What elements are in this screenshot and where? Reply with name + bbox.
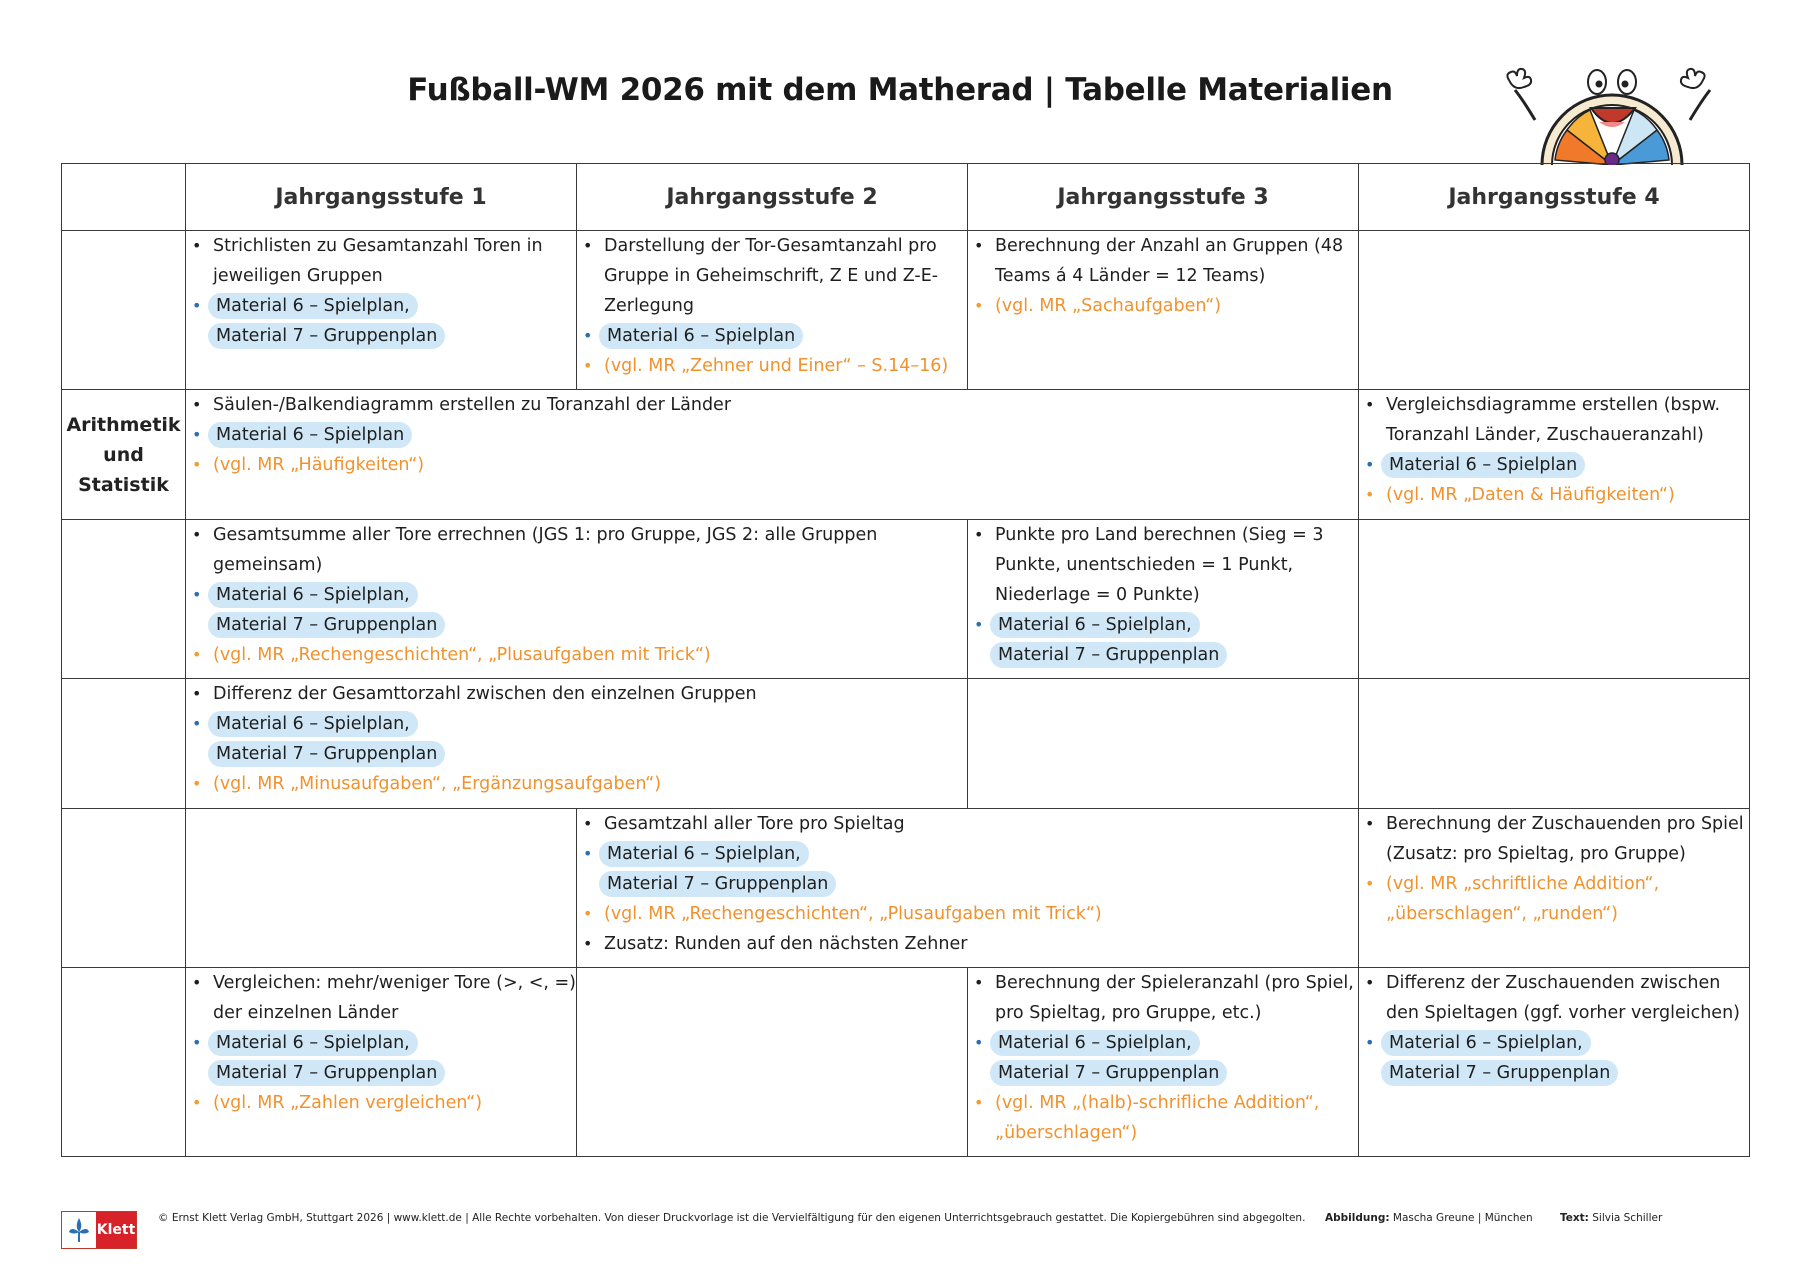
page-title: Fußball-WM 2026 mit dem Matherad | Tabelle Materialien xyxy=(407,72,1393,108)
material-tag: Material 6 – Spielplan xyxy=(1381,452,1585,478)
reference-item: • (vgl. MR „Minusaufgaben“, „Ergänzungsaufgaben“) xyxy=(186,769,967,799)
material-tag: Material 6 – Spielplan, xyxy=(990,1030,1200,1056)
cell-bullet-list xyxy=(577,809,1358,959)
task-item: • Vergleichen: mehr/weniger Tore (>, <, =) der einzelnen Länder xyxy=(186,968,576,1028)
task-item: • Gesamtzahl aller Tore pro Spieltag xyxy=(577,809,1358,839)
task-item: • Vergleichsdiagramme erstellen (bspw. Toranzahl Länder, Zuschaueranzahl) xyxy=(1359,390,1749,450)
table-cell xyxy=(1359,520,1750,679)
reference-item: • (vgl. MR „Rechengeschichten“, „Plusaufgaben mit Trick“) xyxy=(186,640,967,670)
footer-illustration xyxy=(1325,1212,1533,1224)
material-item xyxy=(577,321,967,351)
cell-bullet-list xyxy=(577,231,967,381)
matherad-mascot-icon xyxy=(1495,60,1730,165)
reference-item: • (vgl. MR „Häufigkeiten“) xyxy=(186,450,1358,480)
table-cell xyxy=(186,231,577,390)
material-tag: Material 7 – Gruppenplan xyxy=(208,612,445,638)
material-item xyxy=(968,1028,1358,1088)
cell-bullet-list xyxy=(186,390,1358,480)
klett-emblem-icon xyxy=(62,1212,96,1248)
klett-logo-text: Klett xyxy=(96,1212,136,1248)
reference-item: • (vgl. MR „Zahlen vergleichen“) xyxy=(186,1088,576,1118)
material-item xyxy=(1359,450,1749,480)
reference-item: • (vgl. MR „Sachaufgaben“) xyxy=(968,291,1358,321)
task-item: • Differenz der Gesamttorzahl zwischen den einzelnen Gruppen xyxy=(186,679,967,709)
footer-illustration-label: Abbildung: xyxy=(1325,1212,1390,1224)
material-tag: Material 6 – Spielplan, xyxy=(208,1030,418,1056)
table-row xyxy=(62,231,1750,390)
task-item: • Gesamtsumme aller Tore errechnen (JGS 1: pro Gruppe, JGS 2: alle Gruppen gemeinsam) xyxy=(186,520,967,580)
footer-illustration-value: Mascha Greune | München xyxy=(1392,1212,1533,1224)
row-label-topic: Arithmetik und Statistik xyxy=(62,390,186,520)
material-tag: Material 6 – Spielplan, xyxy=(208,711,418,737)
material-item xyxy=(186,291,576,351)
table-cell xyxy=(186,679,968,809)
table-row xyxy=(62,390,1750,520)
reference-item: • (vgl. MR „schriftliche Addition“, „überschlagen“, „runden“) xyxy=(1359,869,1749,929)
table-cell xyxy=(968,968,1359,1157)
cell-bullet-list xyxy=(1359,968,1749,1088)
table-cell xyxy=(968,520,1359,679)
material-item xyxy=(968,610,1358,670)
cell-bullet-list xyxy=(186,679,967,799)
material-tag: Material 6 – Spielplan, xyxy=(208,582,418,608)
cell-bullet-list xyxy=(968,968,1358,1148)
material-tag: Material 7 – Gruppenplan xyxy=(208,1060,445,1086)
material-tag: Material 6 – Spielplan xyxy=(208,422,412,448)
material-item xyxy=(186,420,1358,450)
reference-item: • (vgl. MR „Rechengeschichten“, „Plusaufgaben mit Trick“) xyxy=(577,899,1358,929)
task-item: • Differenz der Zuschauenden zwischen den Spieltagen (ggf. vorher vergleichen) xyxy=(1359,968,1749,1028)
material-tag: Material 6 – Spielplan, xyxy=(599,841,809,867)
material-tag: Material 6 – Spielplan xyxy=(599,323,803,349)
row-label-cell xyxy=(62,809,186,968)
table-row xyxy=(62,968,1750,1157)
table-cell xyxy=(186,968,577,1157)
table-cell xyxy=(1359,968,1750,1157)
table-cell xyxy=(968,231,1359,390)
table-row xyxy=(62,809,1750,968)
cell-bullet-list xyxy=(186,231,576,351)
materials-table xyxy=(61,163,1750,1157)
row-label-cell xyxy=(62,231,186,390)
row-label-cell xyxy=(62,968,186,1157)
klett-logo xyxy=(61,1211,137,1249)
material-tag: Material 6 – Spielplan, xyxy=(1381,1030,1591,1056)
cell-bullet-list xyxy=(1359,809,1749,929)
material-tag: Material 7 – Gruppenplan xyxy=(990,642,1227,668)
table-row xyxy=(62,520,1750,679)
table-cell xyxy=(1359,390,1750,520)
corner-cell xyxy=(62,164,186,231)
row-label-cell xyxy=(62,679,186,809)
material-tag: Material 6 – Spielplan, xyxy=(208,293,418,319)
table-cell xyxy=(1359,809,1750,968)
table-cell xyxy=(1359,679,1750,809)
task-item: • Berechnung der Zuschauenden pro Spiel (Zusatz: pro Spieltag, pro Gruppe) xyxy=(1359,809,1749,869)
cell-bullet-list xyxy=(1359,390,1749,510)
footer-text-value: Silvia Schiller xyxy=(1592,1212,1663,1224)
task-item: • Berechnung der Anzahl an Gruppen (48 Teams á 4 Länder = 12 Teams) xyxy=(968,231,1358,291)
table-cell xyxy=(186,809,577,968)
material-tag: Material 7 – Gruppenplan xyxy=(208,741,445,767)
row-label-cell xyxy=(62,520,186,679)
material-item xyxy=(577,839,1358,899)
table-cell xyxy=(1359,231,1750,390)
table-row xyxy=(62,679,1750,809)
material-item xyxy=(1359,1028,1749,1088)
cell-bullet-list xyxy=(968,231,1358,321)
material-tag: Material 7 – Gruppenplan xyxy=(208,323,445,349)
cell-bullet-list xyxy=(968,520,1358,670)
material-tag: Material 7 – Gruppenplan xyxy=(1381,1060,1618,1086)
table-cell xyxy=(186,390,1359,520)
table-cell xyxy=(968,679,1359,809)
table-cell xyxy=(577,968,968,1157)
material-item xyxy=(186,709,967,769)
material-tag: Material 7 – Gruppenplan xyxy=(990,1060,1227,1086)
table-cell xyxy=(186,520,968,679)
material-item xyxy=(186,580,967,640)
task-item: • Säulen-/Balkendiagramm erstellen zu Toranzahl der Länder xyxy=(186,390,1358,420)
task-item: • Punkte pro Land berechnen (Sieg = 3 Punkte, unentschieden = 1 Punkt, Niederlage = 0 Punkte) xyxy=(968,520,1358,610)
material-tag: Material 6 – Spielplan, xyxy=(990,612,1200,638)
reference-item: • (vgl. MR „Zehner und Einer“ – S.14–16) xyxy=(577,351,967,381)
footer-copyright: © Ernst Klett Verlag GmbH, Stuttgart 2026 | www.klett.de | Alle Rechte vorbehalten. Von dieser Druckvorlage ist die Vervielfältigung für den eigenen Unterrichtsgebrauch gestattet. Die Kopiergebühren sind abgegolten. xyxy=(158,1212,1306,1224)
table-cell xyxy=(577,231,968,390)
task-item: • Strichlisten zu Gesamtanzahl Toren in jeweiligen Gruppen xyxy=(186,231,576,291)
header-jgs3: Jahrgangsstufe 3 xyxy=(968,164,1359,231)
task-item: • Darstellung der Tor-Gesamtanzahl pro Gruppe in Geheimschrift, Z E und Z-E-Zerlegung xyxy=(577,231,967,321)
material-item xyxy=(186,1028,576,1088)
cell-bullet-list xyxy=(186,520,967,670)
header-jgs4: Jahrgangsstufe 4 xyxy=(1359,164,1750,231)
cell-bullet-list xyxy=(186,968,576,1118)
header-row xyxy=(62,164,1750,231)
task-item: • Berechnung der Spieleranzahl (pro Spiel, pro Spieltag, pro Gruppe, etc.) xyxy=(968,968,1358,1028)
header-jgs2: Jahrgangsstufe 2 xyxy=(577,164,968,231)
header-jgs1: Jahrgangsstufe 1 xyxy=(186,164,577,231)
material-tag: Material 7 – Gruppenplan xyxy=(599,871,836,897)
table-cell xyxy=(577,809,1359,968)
task-item: • Zusatz: Runden auf den nächsten Zehner xyxy=(577,929,1358,959)
reference-item: • (vgl. MR „Daten & Häufigkeiten“) xyxy=(1359,480,1749,510)
reference-item: • (vgl. MR „(halb)-schrifliche Addition“, „überschlagen“) xyxy=(968,1088,1358,1148)
footer-text-label: Text: xyxy=(1560,1212,1589,1224)
footer-text-credit xyxy=(1560,1212,1662,1224)
